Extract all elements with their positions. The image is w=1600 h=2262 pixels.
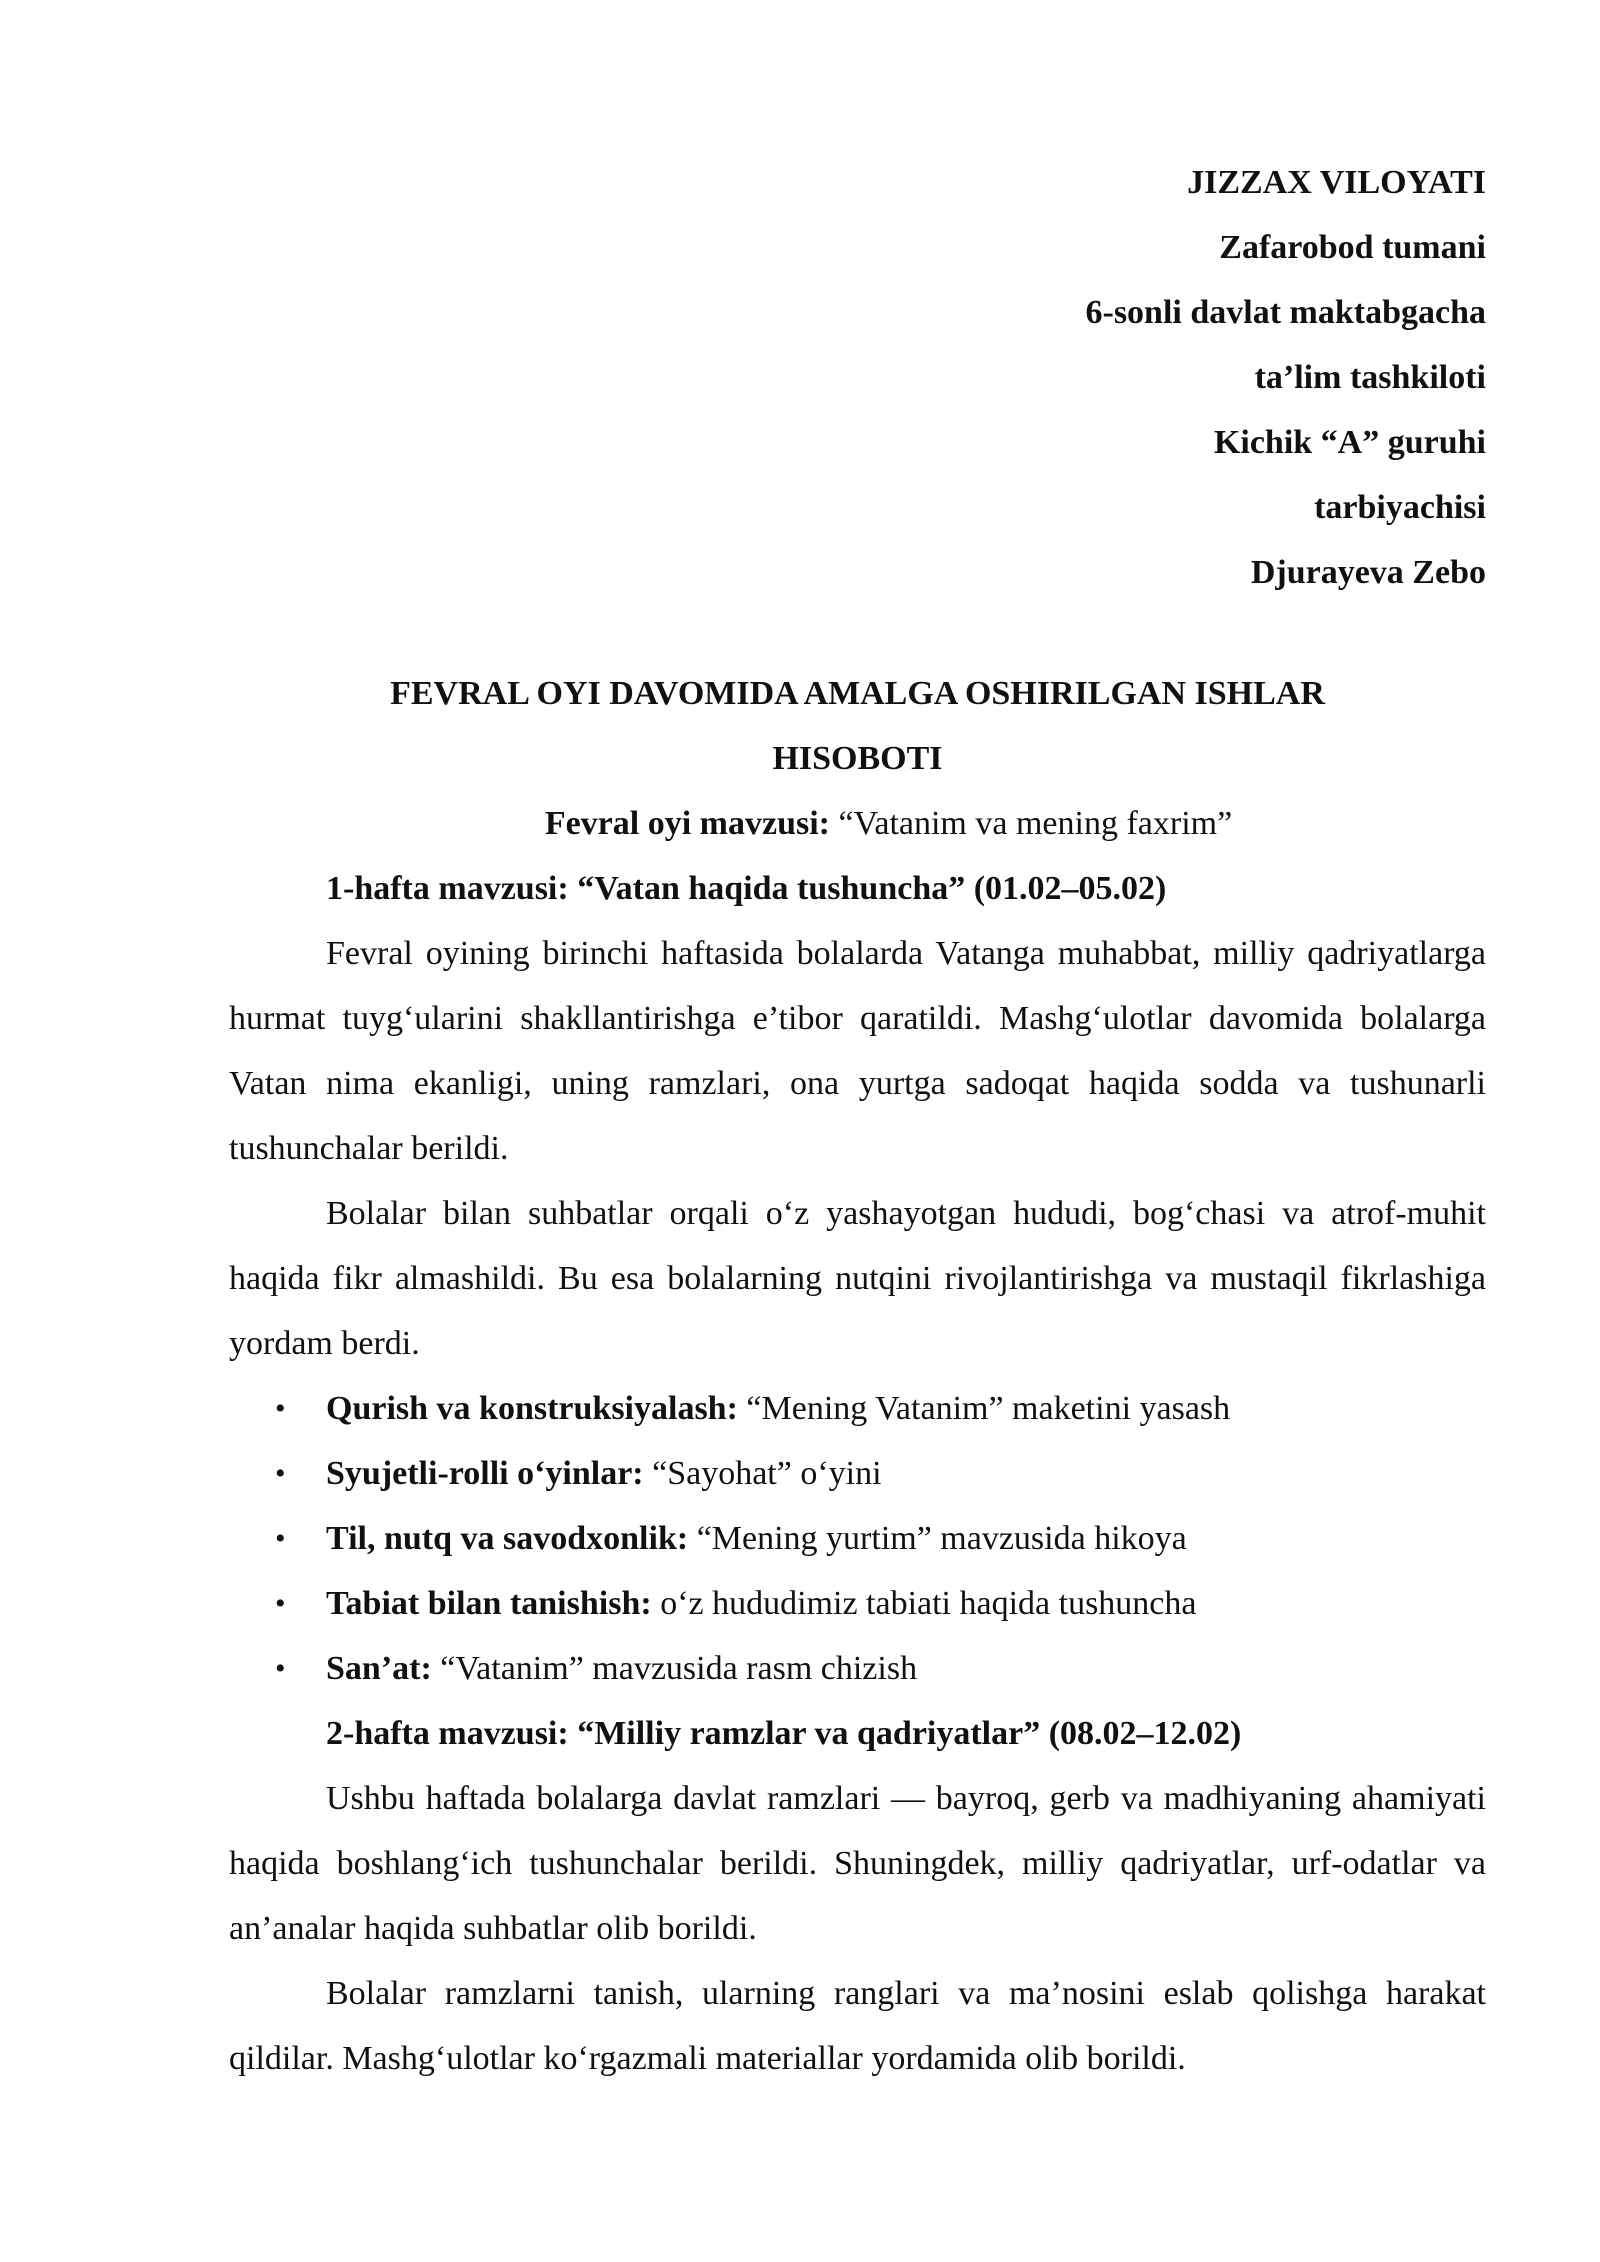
month-theme-value: “Vatanim va mening faxrim”: [829, 805, 1233, 842]
activity-label: Tabiat bilan tanishish:: [326, 1585, 652, 1622]
list-item: [229, 1636, 1486, 1701]
report-title-line-2: HISOBOTI: [772, 740, 943, 777]
week-1-title: 1-hafta mavzusi: “Vatan haqida tushuncha” (01.02–05.02): [326, 870, 1167, 907]
list-item: [229, 1441, 1486, 1506]
header-role: tarbiyachisi: [1314, 489, 1486, 526]
list-item: [229, 1571, 1486, 1636]
activity-text: “Mening Vatanim” maketini yasash: [737, 1390, 1231, 1427]
header-institution-type: ta’lim tashkiloti: [1254, 359, 1486, 396]
bullet-icon: •: [275, 1587, 286, 1620]
activity-label: San’at:: [326, 1650, 432, 1687]
activity-label: Syujetli-rolli o‘yinlar:: [326, 1455, 644, 1492]
author-header: [229, 150, 1486, 605]
month-theme: [291, 791, 1486, 856]
header-institution: 6-sonli davlat maktabgacha: [1085, 294, 1486, 331]
bullet-icon: •: [275, 1652, 286, 1685]
activity-text: “Mening yurtim” mavzusida hikoya: [688, 1520, 1187, 1557]
activity-text: “Sayohat” o‘yini: [643, 1455, 882, 1492]
bullet-icon: •: [275, 1522, 286, 1555]
activity-text: “Vatanim” mavzusida rasm chizish: [431, 1650, 918, 1687]
document-content: [229, 150, 1486, 2091]
activity-label: Qurish va konstruksiyalash:: [326, 1390, 738, 1427]
activity-label: Til, nutq va savodxonlik:: [326, 1520, 689, 1557]
week-1-paragraph: Bolalar bilan suhbatlar orqali o‘z yashayotgan hududi, bog‘chasi va atrof-muhit haqida fikr almashildi. Bu esa bolalarning nutqini rivojlantirishga va mustaqil fikrlashiga yordam berdi.: [229, 1195, 1486, 1362]
week-2-paragraph: Bolalar ramzlarni tanish, ularning ranglari va ma’nosini eslab qolishga harakat qildilar. Mashg‘ulotlar ko‘rgazmali materiallar yordamida olib borildi.: [229, 1975, 1486, 2077]
header-region: JIZZAX VILOYATI: [1187, 164, 1486, 201]
header-district: Zafarobod tumani: [1219, 229, 1486, 266]
month-theme-label: Fevral oyi mavzusi:: [544, 805, 830, 842]
week-1-activities-list: [229, 1376, 1486, 1701]
report-title: [229, 661, 1486, 791]
bullet-icon: •: [275, 1457, 286, 1490]
report-title-line-1: FEVRAL OYI DAVOMIDA AMALGA OSHIRILGAN ISHLAR: [390, 675, 1325, 712]
header-author-name: Djurayeva Zebo: [1250, 554, 1486, 591]
week-2-title: 2-hafta mavzusi: “Milliy ramzlar va qadriyatlar” (08.02–12.02): [326, 1715, 1242, 1752]
header-group: Kichik “A” guruhi: [1213, 424, 1486, 461]
week-2-paragraph: Ushbu haftada bolalarga davlat ramzlari — bayroq, gerb va madhiyaning ahamiyati haqida boshlang‘ich tushunchalar berildi. Shuningdek, milliy qadriyatlar, urf-odatlar va an’analar haqida suhbatlar olib borildi.: [229, 1780, 1486, 1947]
week-1-paragraph: Fevral oyining birinchi haftasida bolalarda Vatanga muhabbat, milliy qadriyatlarga hurmat tuyg‘ularini shakllantirishga e’tibor qaratildi. Mashg‘ulotlar davomida bolalarga Vatan nima ekanligi, uning ramzlari, ona yurtga sadoqat haqida sodda va tushunarli tushunchalar berildi.: [229, 935, 1486, 1167]
activity-text: o‘z hududimiz tabiati haqida tushuncha: [651, 1585, 1197, 1622]
list-item: [229, 1506, 1486, 1571]
list-item: [229, 1376, 1486, 1441]
bullet-icon: •: [275, 1392, 286, 1425]
